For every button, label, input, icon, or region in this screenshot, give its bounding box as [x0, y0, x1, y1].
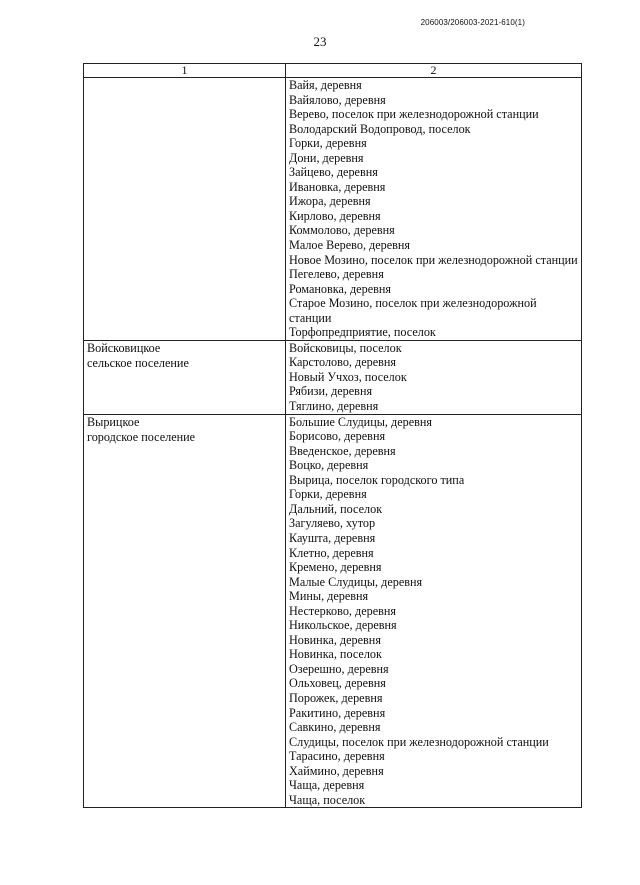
settlement-item: Ивановка, деревня [289, 179, 386, 194]
settlement-item: Зайцево, деревня [289, 165, 378, 180]
settlement-item: Кирлово, деревня [289, 208, 381, 223]
settlement-item: Малые Слудицы, деревня [289, 574, 423, 589]
settlement-item: Вырица, поселок городского типа [289, 472, 465, 487]
settlement-item: Клетно, деревня [289, 545, 374, 560]
settlement-item: Новый Учхоз, поселок [289, 369, 407, 384]
settlement-item: Новое Мозино, поселок при железнодорожной станции [289, 252, 578, 267]
settlement-item: Нестерково, деревня [289, 603, 397, 618]
settlement-item: Верево, поселок при железнодорожной станции [289, 107, 539, 122]
settlement-item: Романовка, деревня [289, 281, 391, 296]
settlement-item: Ижора, деревня [289, 194, 371, 209]
settlement-item: Коммолово, деревня [289, 223, 395, 238]
settlement-item: Тарасино, деревня [289, 749, 385, 764]
page-number: 23 [313, 34, 327, 49]
settlement-item: Введенское, деревня [289, 443, 396, 458]
settlement-item: Мины, деревня [289, 589, 369, 604]
settlement-group-name-cell [84, 78, 286, 341]
settlement-item: Савкино, деревня [289, 720, 381, 735]
settlement-item: Большие Слудицы, деревня [289, 414, 432, 429]
settlement-item: Чаща, деревня [289, 778, 365, 793]
settlement-item: Дальний, поселок [289, 501, 383, 516]
settlement-item: Карстолово, деревня [289, 355, 397, 370]
document-code: 206003/206003-2021-610(1) [420, 18, 525, 27]
settlement-item: Порожек, деревня [289, 690, 383, 705]
settlement-group-name-cell [84, 414, 286, 808]
settlement-item: Воцко, деревня [289, 458, 369, 473]
group-name-line: сельское поселение [87, 355, 189, 370]
settlement-item: Пегелево, деревня [289, 267, 384, 282]
settlement-group-name-cell [84, 340, 286, 414]
settlement-item: Борисово, деревня [289, 429, 386, 444]
settlement-item: Каушта, деревня [289, 530, 376, 545]
settlement-item: Горки, деревня [289, 136, 367, 151]
settlement-item: Войсковицы, поселок [289, 340, 402, 355]
table-row [84, 340, 582, 414]
settlements-table [83, 63, 582, 808]
settlement-item: Новинка, деревня [289, 632, 381, 647]
settlement-item: Чаща, поселок [289, 792, 366, 807]
settlement-item: Горки, деревня [289, 487, 367, 502]
group-name-line: Вырицкое [87, 414, 140, 429]
table-row [84, 78, 582, 341]
settlement-list-cell [286, 340, 582, 414]
settlement-list-cell [286, 414, 582, 808]
settlement-item: Загуляево, хутор [289, 516, 376, 531]
settlement-item: Никольское, деревня [289, 618, 397, 633]
column-header-1: 1 [84, 64, 286, 78]
settlement-list-cell [286, 78, 582, 341]
group-name-line: Войсковицкое [87, 340, 161, 355]
column-header-2: 2 [286, 64, 582, 78]
settlement-item: Володарский Водопровод, поселок [289, 121, 471, 136]
settlement-item: Озерешно, деревня [289, 661, 389, 676]
settlement-item: Рябизи, деревня [289, 384, 373, 399]
table-body [84, 78, 582, 808]
table-header-row [84, 64, 582, 78]
table-row [84, 414, 582, 808]
settlement-item: Торфопредприятие, поселок [289, 325, 436, 340]
settlement-item: Малое Верево, деревня [289, 238, 411, 253]
settlement-item: Ольховец, деревня [289, 676, 386, 691]
settlement-item: Тяглино, деревня [289, 399, 379, 414]
settlement-item: Вайялово, деревня [289, 92, 386, 107]
settlement-item: Слудицы, поселок при железнодорожной станции [289, 734, 549, 749]
settlement-item: Дони, деревня [289, 150, 364, 165]
settlement-item: Вайя, деревня [289, 78, 362, 92]
settlement-item: Новинка, поселок [289, 647, 382, 662]
settlement-item: Хаймино, деревня [289, 763, 384, 778]
group-name-line: городское поселение [87, 429, 196, 444]
settlement-item: Кремено, деревня [289, 560, 382, 575]
settlement-item: Старое Мозино, поселок при железнодорожной станции [289, 296, 537, 325]
settlement-item: Ракитино, деревня [289, 705, 386, 720]
